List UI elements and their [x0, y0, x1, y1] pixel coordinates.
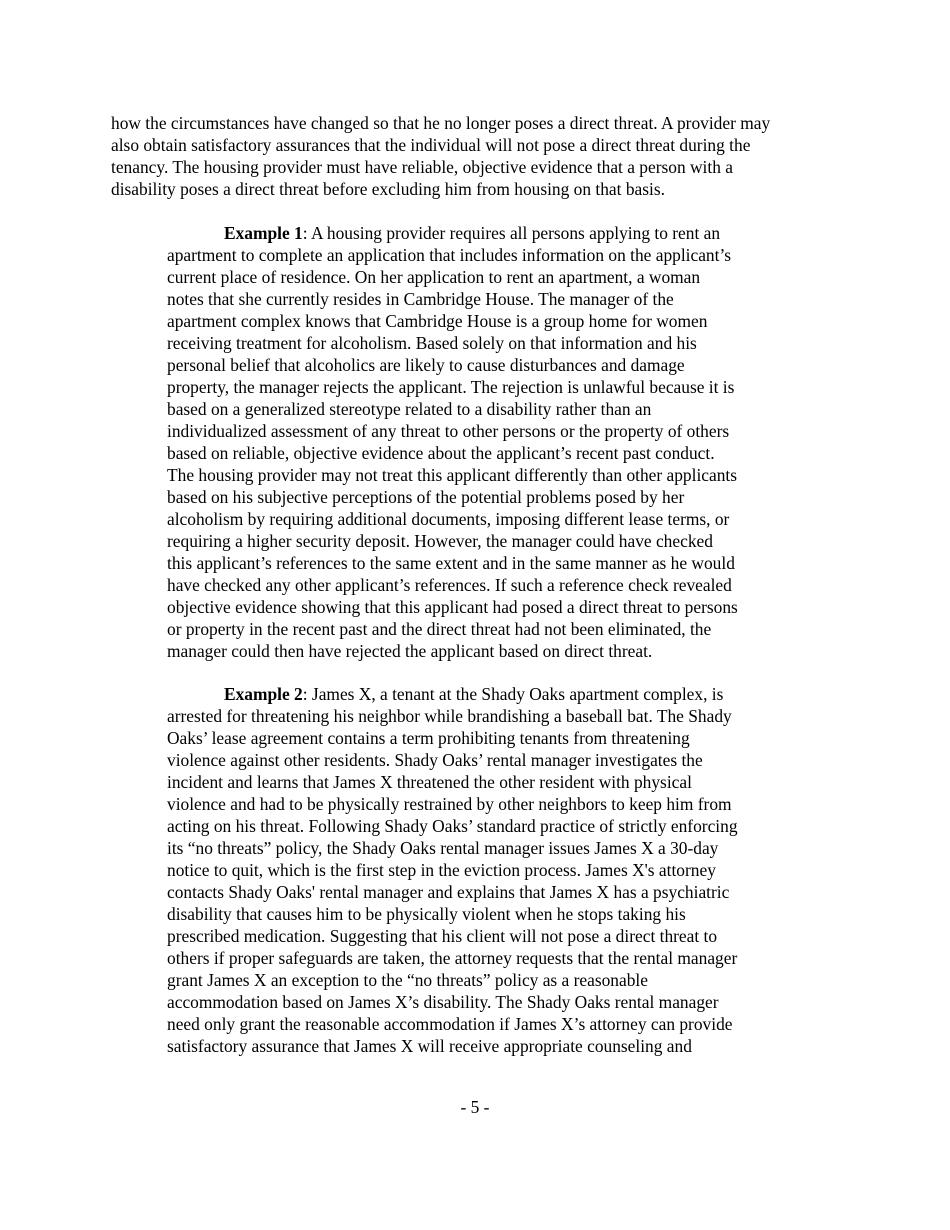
- example-1-line: based on his subjective perceptions of the potential problems posed by her: [167, 487, 685, 507]
- example-1-line: based on a generalized stereotype related to a disability rather than an: [167, 399, 652, 419]
- example-1-line: or property in the recent past and the direct threat had not been eliminated, the: [167, 619, 712, 639]
- example-1-line: individualized assessment of any threat to other persons or the property of others: [167, 421, 730, 441]
- example-2-line: Oaks’ lease agreement contains a term prohibiting tenants from threatening: [167, 728, 690, 748]
- example-2-line: grant James X an exception to the “no threats” policy as a reasonable: [167, 970, 648, 990]
- example-2-line: its “no threats” policy, the Shady Oaks rental manager issues James X a 30-day: [167, 838, 719, 858]
- example-2-first-line-text: : James X, a tenant at the Shady Oaks apartment complex, is: [302, 684, 724, 704]
- example-2-line: satisfactory assurance that James X will receive appropriate counseling and: [167, 1036, 692, 1056]
- example-1-line: based on reliable, objective evidence about the applicant’s recent past conduct.: [167, 443, 715, 463]
- intro-line: also obtain satisfactory assurances that the individual will not pose a direct threat during the: [111, 135, 751, 155]
- example-2-line: notice to quit, which is the first step in the eviction process. James X's attorney: [167, 860, 716, 880]
- example-2-line: accommodation based on James X’s disability. The Shady Oaks rental manager: [167, 992, 719, 1012]
- example-1-first-line-text: : A housing provider requires all persons applying to rent an: [302, 223, 721, 243]
- example-1-line: current place of residence. On her application to rent an apartment, a woman: [167, 267, 701, 287]
- example-1-first-line: [167, 222, 787, 244]
- example-2-line: violence and had to be physically restrained by other neighbors to keep him from: [167, 794, 732, 814]
- intro-line: tenancy. The housing provider must have reliable, objective evidence that a person with a: [111, 157, 733, 177]
- example-2-line: violence against other residents. Shady Oaks’ rental manager investigates the: [167, 750, 703, 770]
- example-2-line: contacts Shady Oaks' rental manager and explains that James X has a psychiatric: [167, 882, 730, 902]
- example-2-paragraph: [167, 683, 787, 1057]
- example-2-line: arrested for threatening his neighbor while brandishing a baseball bat. The Shady: [167, 706, 732, 726]
- intro-paragraph: [111, 112, 841, 200]
- example-1-line: apartment to complete an application that includes information on the applicant’s: [167, 245, 732, 265]
- example-1-line: requiring a higher security deposit. However, the manager could have checked: [167, 531, 713, 551]
- example-2-line: incident and learns that James X threatened the other resident with physical: [167, 772, 692, 792]
- example-1-heading: Example 1: [224, 223, 303, 243]
- example-1-line: personal belief that alcoholics are likely to cause disturbances and damage: [167, 355, 685, 375]
- example-1-line: alcoholism by requiring additional documents, imposing different lease terms, or: [167, 509, 730, 529]
- example-2-line: acting on his threat. Following Shady Oaks’ standard practice of strictly enforcing: [167, 816, 738, 836]
- example-1-line: The housing provider may not treat this applicant differently than other applicants: [167, 465, 738, 485]
- page-number: - 5 -: [460, 1097, 490, 1117]
- example-2-heading: Example 2: [224, 684, 303, 704]
- intro-line: disability poses a direct threat before excluding him from housing on that basis.: [111, 179, 665, 199]
- example-2-first-line: [167, 683, 787, 705]
- example-1-line: objective evidence showing that this applicant had posed a direct threat to persons: [167, 597, 738, 617]
- intro-line: how the circumstances have changed so that he no longer poses a direct threat. A provider may: [111, 113, 771, 133]
- example-1-paragraph: [167, 222, 787, 662]
- example-2-line: others if proper safeguards are taken, the attorney requests that the rental manager: [167, 948, 738, 968]
- example-1-line: apartment complex knows that Cambridge House is a group home for women: [167, 311, 708, 331]
- example-1-line: have checked any other applicant’s references. If such a reference check revealed: [167, 575, 732, 595]
- example-1-line: notes that she currently resides in Cambridge House. The manager of the: [167, 289, 674, 309]
- example-1-line: property, the manager rejects the applicant. The rejection is unlawful because it is: [167, 377, 735, 397]
- example-2-line: need only grant the reasonable accommodation if James X’s attorney can provide: [167, 1014, 733, 1034]
- example-2-line: disability that causes him to be physically violent when he stops taking his: [167, 904, 686, 924]
- example-1-line: manager could then have rejected the applicant based on direct threat.: [167, 641, 653, 661]
- example-1-line: this applicant’s references to the same extent and in the same manner as he would: [167, 553, 735, 573]
- example-2-line: prescribed medication. Suggesting that his client will not pose a direct threat to: [167, 926, 718, 946]
- example-1-line: receiving treatment for alcoholism. Based solely on that information and his: [167, 333, 697, 353]
